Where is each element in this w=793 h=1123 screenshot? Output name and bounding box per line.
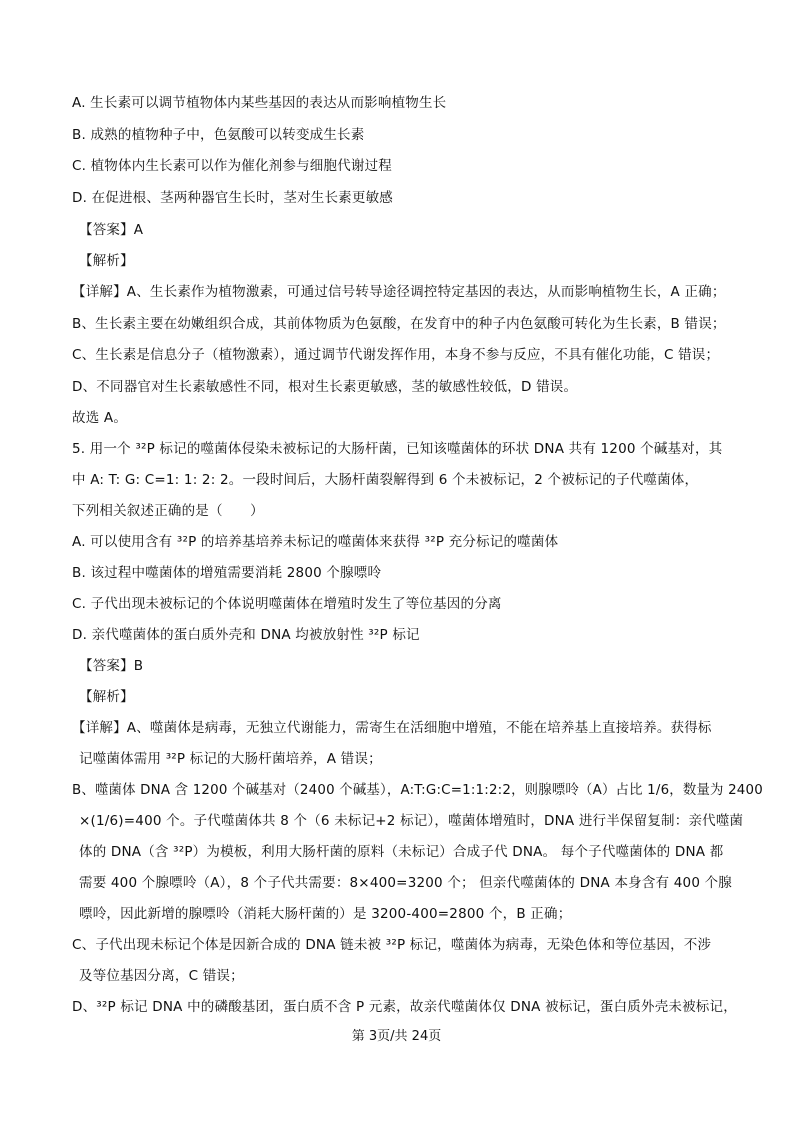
option-b: B. 成熟的植物种子中，色氨酸可以转变成生长素 xyxy=(72,127,365,143)
explanation-line: ×(1/6)=400 个。子代噬菌体共 8 个（6 未标记+2 标记），噬菌体增殖时，DNA 进行半保留复制：亲代噬菌 xyxy=(79,813,744,829)
explanation-line: D、³²P 标记 DNA 中的磷酸基团，蛋白质不含 P 元素，故亲代噬菌体仅 DNA 被标记，蛋白质外壳未被标记， xyxy=(72,999,737,1015)
explanation-line: 记噬菌体需用 ³²P 标记的大肠杆菌培养，A 错误； xyxy=(79,751,382,767)
conclusion: 故选 A。 xyxy=(72,410,128,426)
option-c: C. 子代出现未被标记的个体说明噬菌体在增殖时发生了等位基因的分离 xyxy=(72,596,502,612)
option-d: D. 在促进根、茎两种器官生长时，茎对生长素更敏感 xyxy=(72,190,393,206)
question-5-stem: 下列相关叙述正确的是（ ） xyxy=(72,503,264,519)
option-a: A. 可以使用含有 ³²P 的培养基培养未标记的噬菌体来获得 ³²P 充分标记的噬菌体 xyxy=(72,534,559,550)
explanation-line: D、不同器官对生长素敏感性不同，根对生长素更敏感，茎的敏感性较低，D 错误。 xyxy=(72,379,578,395)
explanation-line: 【详解】A、生长素作为植物激素，可通过信号转导途径调控特定基因的表达，从而影响植物生长，A 正确； xyxy=(72,284,726,300)
answer-label: 【答案】B xyxy=(79,658,144,674)
answer-label: 【答案】A xyxy=(79,222,144,238)
explanation-line: B、噬菌体 DNA 含 1200 个碱基对（2400 个碱基），A:T:G:C=1:1:2:2，则腺嘌呤（A）占比 1/6，数量为 2400 xyxy=(72,782,763,798)
explanation-line: 【详解】A、噬菌体是病毒，无独立代谢能力，需寄生在活细胞中增殖，不能在培养基上直接培养。获得标 xyxy=(72,720,712,736)
option-d: D. 亲代噬菌体的蛋白质外壳和 DNA 均被放射性 ³²P 标记 xyxy=(72,627,420,643)
option-b: B. 该过程中噬菌体的增殖需要消耗 2800 个腺嘌呤 xyxy=(72,565,382,581)
explanation-line: 嘌呤，因此新增的腺嘌呤（消耗大肠杆菌的）是 3200-400=2800 个，B 正确； xyxy=(79,906,572,922)
explanation-line: 体的 DNA（含 ³²P）为模板，利用大肠杆菌的原料（未标记）合成子代 DNA。 每个子代噬菌体的 DNA 都 xyxy=(79,844,724,860)
page-footer: 第 3页/共 24页 xyxy=(351,1029,442,1044)
question-5-stem: 5. 用一个 ³²P 标记的噬菌体侵染未被标记的大肠杆菌，已知该噬菌体的环状 DNA 共有 1200 个碱基对，其 xyxy=(72,441,723,457)
option-a: A. 生长素可以调节植物体内某些基因的表达从而影响植物生长 xyxy=(72,95,447,111)
option-c: C. 植物体内生长素可以作为催化剂参与细胞代谢过程 xyxy=(72,158,393,174)
explanation-line: C、生长素是信息分子（植物激素），通过调节代谢发挥作用，本身不参与反应，不具有催化功能，C 错误； xyxy=(72,347,720,363)
explanation-line: 及等位基因分离，C 错误； xyxy=(79,968,244,984)
explanation-line: 需要 400 个腺嘌呤（A），8 个子代共需要：8×400=3200 个； 但亲代噬菌体的 DNA 本身含有 400 个腺 xyxy=(79,875,732,891)
explanation-line: B、生长素主要在幼嫩组织合成，其前体物质为色氨酸，在发育中的种子内色氨酸可转化为生长素，B 错误； xyxy=(72,316,726,332)
analysis-label: 【解析】 xyxy=(79,253,134,269)
analysis-label: 【解析】 xyxy=(79,689,134,705)
explanation-line: C、子代出现未标记个体是因新合成的 DNA 链未被 ³²P 标记，噬菌体为病毒，无染色体和等位基因，不涉 xyxy=(72,937,712,953)
question-5-stem: 中 A: T: G: C=1: 1: 2: 2。一段时间后，大肠杆菌裂解得到 6 个未被标记，2 个被标记的子代噬菌体， xyxy=(72,472,699,488)
